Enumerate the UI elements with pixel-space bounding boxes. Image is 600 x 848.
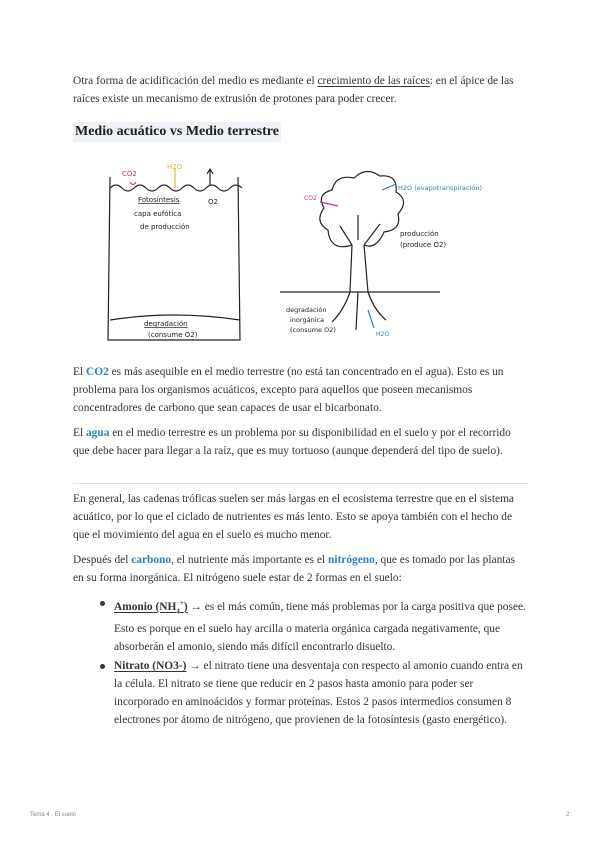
aquatic-top-line-1: Fotosíntesis (138, 196, 180, 204)
amonio-label-end: ) (183, 600, 188, 613)
aquatic-top-line-3: de producción (140, 223, 190, 231)
agua-paragraph (73, 424, 528, 460)
co2-paragraph (73, 363, 528, 417)
amonio-text: → es el más común, tiene más problemas por la carga positiva que posee. Esto es porque en el suelo hay arcilla o materia orgánica cargada negativamente, que absorberán el amonio, siendo más difícil encontrarlo disuelto. (114, 600, 526, 654)
page-number: 2 (566, 812, 570, 818)
section-heading: Medio acuático vs Medio terrestre (73, 122, 281, 142)
nitrogen-text-end: , que es tomado por las plantas en su forma inorgánica. El nitrógeno suele estar de 2 formas en el suelo: (73, 554, 515, 584)
list-item-amonio (114, 594, 528, 656)
amonio-label (114, 599, 188, 616)
co2-text-start: El (73, 366, 86, 378)
nitrogen-text-middle: , el nutriente más importante es el (171, 554, 328, 566)
terrestrial-prod-line-2: (produce O2) (400, 241, 447, 249)
amonio-label-text: Amonio (NH (114, 600, 177, 613)
aquatic-o2-label: O2 (208, 198, 218, 206)
terrestrial-h2o-root-label: H2O (376, 331, 390, 338)
terrestrial-h2o-top-label: H2O (evapotranspiración) (398, 184, 482, 192)
agua-text: en el medio terrestre es un problema por su disponibilidad en el suelo y por el recorrido que debe hacer para llegar a la raíz, que es muy tortuoso (aunque dependerá del tipo de suelo). (73, 427, 511, 457)
list-item-nitrato (114, 657, 528, 729)
aquatic-top-line-2: capa eufótica (134, 210, 182, 218)
intro-text-end: : en el ápice de las raíces existe un mecanismo de extrusión de protones para poder crecer. (73, 75, 514, 105)
intro-text: Otra forma de acidificación del medio es mediante el (73, 75, 318, 87)
intro-paragraph (73, 72, 528, 108)
aquatic-h2o-label: H2O (167, 163, 183, 171)
aquatic-bottom-line-2: (consume O2) (148, 331, 198, 339)
intro-underlined-term: crecimiento de las raíces (317, 75, 430, 87)
terrestrial-prod-line-1: producción (400, 230, 439, 238)
nitrogen-paragraph (73, 551, 528, 587)
agua-text-start: El (73, 427, 86, 439)
terrestrial-co2-label: CO2 (304, 195, 317, 202)
co2-term: CO2 (85, 366, 109, 378)
nitrogeno-term: nitrógeno (327, 554, 375, 566)
general-paragraph: En general, las cadenas tróficas suelen ser más largas en el ecosistema terrestre que en el sistema acuático, por lo que el ciclado de nutrientes es más lento. Esto se apoya también con el hecho de que el movimiento del agua en el suelo es mucho menor. (73, 493, 514, 541)
aquatic-bottom-line-1: degradación (144, 320, 188, 328)
aquatic-diagram (108, 168, 242, 340)
nitrato-label: Nitrato (NO3-) (114, 660, 187, 672)
nitrato-text: → el nitrato tiene una desventaja con respecto al amonio cuando entra en la célula. El nitrato se tiene que reducir en 2 pasos hasta amonio para poder ser incorporado en aminoácidos y formar proteínas. Estos 2 pasos intermedios consumen 8 electrones por átomo de nitrógeno, que provienen de la fotosíntesis (gasto energético). (114, 660, 523, 726)
amonio-subscript: 4 (176, 607, 180, 616)
carbono-term: carbono (131, 554, 172, 566)
bullet-dot (100, 601, 105, 606)
aquatic-co2-label: CO2 (122, 170, 137, 178)
amonio-superscript: + (179, 599, 184, 607)
nitrogen-text-start: Después del (73, 554, 132, 566)
terrestrial-deg-line-3: (consume O2) (290, 326, 336, 334)
divider (73, 483, 528, 484)
co2-text: es más asequible en el medio terrestre (no está tan concentrado en el agua). Esto es un problema para los organismos acuáticos, excepto para aquellos que poseen mecanismos concentradores de carbono que sean capaces de usar el bicarbonato. (73, 366, 504, 414)
terrestrial-deg-line-1: degradación (286, 306, 327, 314)
agua-term: agua (85, 427, 110, 439)
aquatic-vs-terrestrial-figure (100, 160, 500, 345)
terrestrial-deg-line-2: inorgánica (290, 316, 325, 324)
footer-title: Tema 4 . El suelo (30, 812, 77, 818)
bullet-dot (100, 664, 105, 669)
